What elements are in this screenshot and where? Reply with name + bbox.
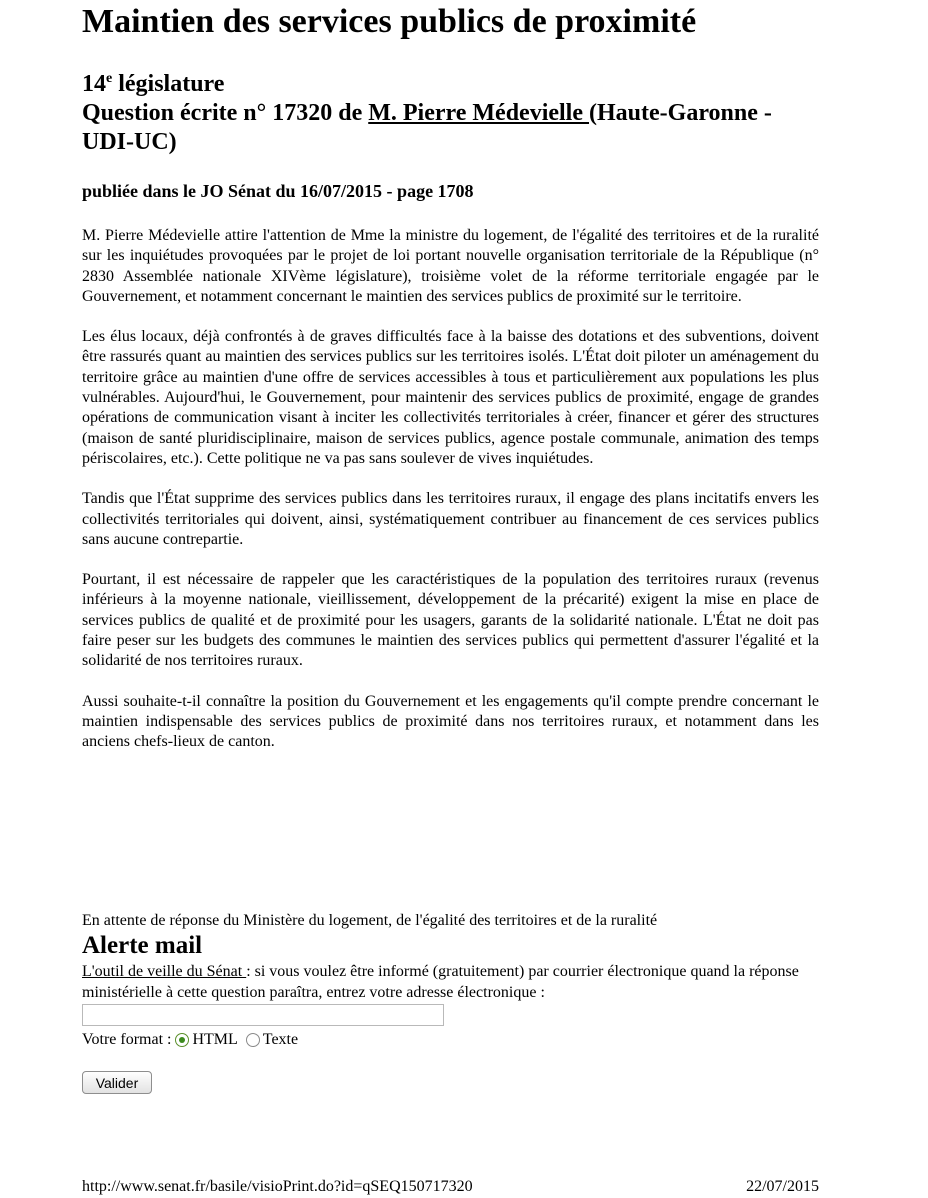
radio-html[interactable] <box>175 1033 189 1047</box>
email-input[interactable] <box>82 1004 444 1026</box>
legislature-superscript: e <box>106 71 113 86</box>
legislature-label: législature <box>112 71 225 97</box>
author-group: (Haute-Garonne - UDI-UC) <box>82 100 772 155</box>
question-paragraph: Aussi souhaite-t-il connaître la position du Gouvernement et les engagements qu'il compte prendre concernant le maintien indispensable des services publics de proximité dans nos territoires ruraux, et notamment dans les anciens chefs-lieux de canton. <box>82 692 819 751</box>
legislature-line <box>82 70 782 99</box>
question-paragraph: Les élus locaux, déjà confrontés à de graves difficultés face à la baisse des dotations et des subventions, doivent être rassurés quant au maintien des services publics sur les territoires isolés. L'État doit piloter un aménagement du territoire grâce au maintien d'une offre de services accessibles à tous et particulièrement aux populations les plus vulnérables. Aujourd'hui, le Gouvernement, pour maintenir des services publics de proximité, engage de grandes opérations de communication visant à inciter les collectivités territoriales à créer, financer et gérer des structures (maison de santé pluridisciplinaire, maison de services publics, agence postale communale, animation des temps périscolaires, etc.). Cette politique ne va pas sans soulever de vives inquiétudes. <box>82 328 819 467</box>
format-selector <box>82 1030 306 1050</box>
question-paragraph: Pourtant, il est nécessaire de rappeler que les caractéristiques de la population des territoires ruraux (revenus inférieurs à la moyenne nationale, vieillissement, développement de la précarité) exigent la mise en place de services publics de qualité et de proximité pour les usagers, garants de la solidarité nationale. L'État ne doit pas faire peser sur les budgets des communes le maintien des services publics qui permettent d'assurer l'égalité et la solidarité de nos territoires ruraux. <box>82 571 819 670</box>
format-label: Votre format : <box>82 1031 176 1048</box>
alert-description <box>82 962 820 1003</box>
alert-description-text: : si vous voulez être informé (gratuitement) par courrier électronique quand la réponse ministérielle à cette question paraîtra, entrez votre adresse électronique : <box>82 963 799 1001</box>
question-header <box>82 70 782 157</box>
format-option-html[interactable] <box>175 1030 237 1050</box>
format-option-html-label: HTML <box>192 1031 238 1048</box>
author-link[interactable]: M. Pierre Médevielle <box>368 100 590 126</box>
submit-button[interactable]: Valider <box>82 1071 152 1094</box>
question-prefix: Question écrite n° 17320 de <box>82 100 369 126</box>
format-option-text-label: Texte <box>262 1031 299 1048</box>
format-option-text[interactable] <box>246 1030 298 1050</box>
page-title: Maintien des services publics de proximité <box>82 3 697 40</box>
footer-url: http://www.senat.fr/basile/visioPrint.do?id=qSEQ150717320 <box>82 1178 473 1195</box>
legislature-number: 14 <box>82 71 106 97</box>
question-line <box>82 99 782 157</box>
alert-title: Alerte mail <box>82 932 203 959</box>
publication-info: publiée dans le JO Sénat du 16/07/2015 - page 1708 <box>82 181 474 201</box>
question-body <box>82 226 819 773</box>
question-paragraph: M. Pierre Médevielle attire l'attention de Mme la ministre du logement, de l'égalité des territoires et de la ruralité sur les inquiétudes provoquées par le projet de loi portant nouvelle organisation territoriale de la République (n° 2830 Assemblée nationale XIVème législature), troisième volet de la réforme territoriale engagée par le Gouvernement, et notamment concernant le maintien des services publics de proximité sur le territoire. <box>82 227 819 305</box>
question-paragraph: Tandis que l'État supprime des services publics dans les territoires ruraux, il engage des plans incitatifs envers les collectivités territoriales qui doivent, ainsi, systématiquement contribuer au financement de ces services publics sans aucune contrepartie. <box>82 490 819 548</box>
response-status: En attente de réponse du Ministère du logement, de l'égalité des territoires et de la ruralité <box>82 912 658 929</box>
radio-text[interactable] <box>246 1033 260 1047</box>
footer-date: 22/07/2015 <box>746 1178 819 1195</box>
veille-link[interactable]: L'outil de veille du Sénat <box>82 963 247 980</box>
